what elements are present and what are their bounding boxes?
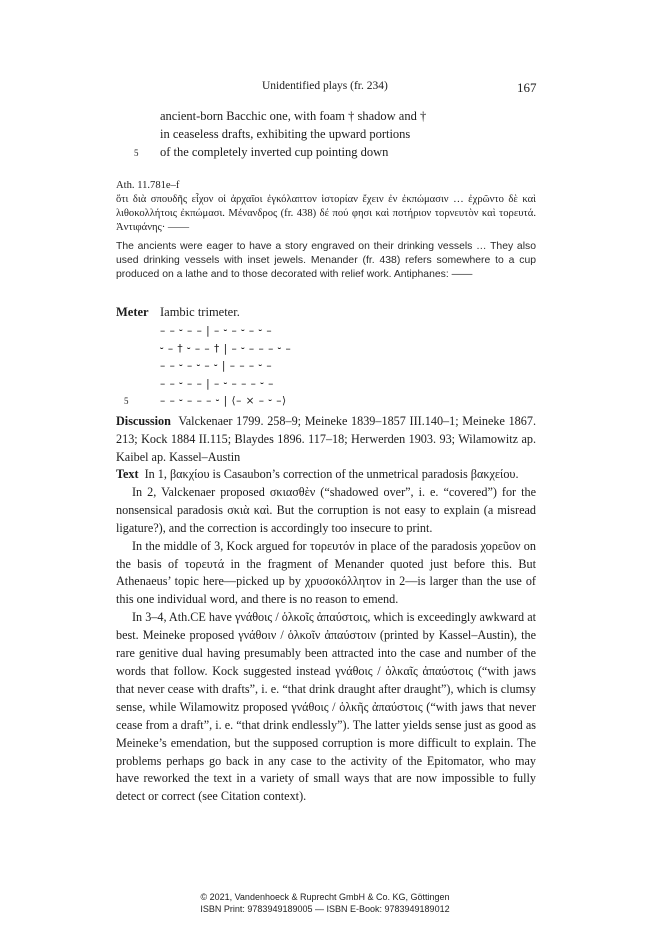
commentary-paragraph [116, 466, 536, 484]
scheme-line [160, 358, 291, 376]
scheme-line [160, 323, 291, 341]
verse-line-text: of the completely inverted cup pointing down [160, 145, 389, 159]
discussion-label: Discussion [116, 414, 171, 428]
isbn-line: ISBN Print: 9783949189005 — ISBN E-Book: 9783949189012 [200, 904, 450, 914]
line-number: 5 [134, 148, 139, 158]
meter-description: Iambic trimeter. [160, 305, 240, 319]
verse-line-text: ancient-born Bacchic one, with foam † shadow and † [160, 109, 427, 123]
commentary-paragraph: In 2, Valckenaer proposed σκιασθὲν (“shadowed over”, i. e. “covered”) for the nonsensical paradosis σκιὰ καὶ. But the corruption is not easy to explain (a misread ligature?), and the correction is accordingly too insecure to print. [116, 484, 536, 535]
scheme-line [124, 393, 291, 411]
scheme-text: – – ⏑ – – | – ⏑ – ⏑ – ⏑ – [160, 325, 273, 337]
discussion-section [116, 412, 536, 466]
copyright-footer [0, 891, 650, 915]
running-head-title: Unidentified plays (fr. 234) [262, 80, 388, 92]
paragraph-text: In 1, βακχίου is Casaubon’s correction of the unmetrical paradosis βακχείου. [144, 467, 519, 481]
verse-translation [134, 107, 427, 161]
scheme-line [160, 341, 291, 359]
verse-line [160, 125, 426, 143]
scheme-text: – – ⏑ – ⏑ – ⏑ | – – – ⏑ – [160, 360, 273, 372]
text-commentary [116, 466, 536, 806]
metrical-scheme [124, 323, 292, 411]
source-reference: Ath. 11.781e–f [116, 180, 180, 191]
meter-label: Meter [116, 305, 149, 319]
verse-line [160, 107, 426, 125]
line-number: 5 [124, 396, 129, 406]
source-translation: The ancients were eager to have a story engraved on their drinking vessels … They also used drinking vessels with inset jewels. Menander (fr. 438) refers somewhere to a cup produced on a lathe and to those decorated with relief work. Antiphanes: —— [116, 241, 536, 280]
scheme-text: – – ⏑ – – – ⏑ | ⟨– × – ⏑ –⟩ [160, 395, 287, 407]
scheme-line [160, 376, 291, 394]
source-greek-text: ὅτι διὰ σπουδῆς εἶχον οἱ ἀρχαῖοι ἐγκόλαπτον ἱστορίαν ἔχειν ἐν ἐκπώμασιν … ἐχρῶντο δὲ καὶ λιθοκολλήτοις ἐκπώμασι. Μένανδρος (fr. 438) δέ πού φησι καὶ ποτήριον τορνευτὸν καὶ τορευτά. Ἀντιφάνης· —— [116, 194, 536, 233]
commentary-paragraph: In the middle of 3, Kock argued for τορευτόν in place of the paradosis χορεῦον on the basis of τορευτά in the fragment of Menander quoted just before this. But Athenaeus’ topic here—picked up by χρυσοκόλλητον in 2—is larger than the use of this one individual word, and there is no reason to emend. [116, 538, 536, 607]
page-number: 167 [517, 80, 537, 95]
copyright-line: © 2021, Vandenhoeck & Ruprecht GmbH & Co. KG, Göttingen [200, 892, 450, 902]
commentary-paragraph: In 3–4, Ath.CE have γνάθοις / ὁλκοῖς ἀπαύστοις, which is exceedingly awkward at best. Meineke proposed γνάθοιν / ὁλκοῖν ἀπαύστοιν (printed by Kassel–Austin), the rare genitive dual having presumably been attracted into the case and number of the words that follow. Kock suggested instead γνάθοις / ὁλκαῖς ἀπαύστοις (“with jaws that never cease with drafts”, i. e. “that drink draught after draught”), which is clumsy sense, while Wilamowitz proposed γνάθοις / ὁλκῆς ἀπαύστοις (“with jaws that never cease from a draft”, i. e. “that drink endlessly”). The latter yields sense just as good as Meineke’s emendation, but the supposed corruption is more difficult to explain. The problems perhaps go back in any case to the activity of the Epitomator, who may have reworked the text in a variety of small ways that are now impossible to fully detect or correct (see Citation context). [116, 610, 536, 804]
discussion-text: Valckenaer 1799. 258–9; Meineke 1839–1857 III.140–1; Meineke 1867. 213; Kock 1884 II.115; Blaydes 1896. 117–18; Herwerden 1903. 93; Wilamowitz ap. Kaibel ap. Kassel–Austin [116, 414, 537, 464]
verse-line [134, 143, 426, 161]
scheme-text: – – ⏑ – – | – ⏑ – – – ⏑ – [160, 377, 274, 390]
verse-line-text: in ceaseless drafts, exhibiting the upward portions [160, 127, 411, 141]
text-label: Text [116, 467, 139, 481]
source-citation [116, 179, 536, 235]
scheme-text: ⏑ – † ⏑ – – † | – ⏑ – – – ⏑ – [160, 342, 292, 355]
running-head [0, 80, 650, 96]
